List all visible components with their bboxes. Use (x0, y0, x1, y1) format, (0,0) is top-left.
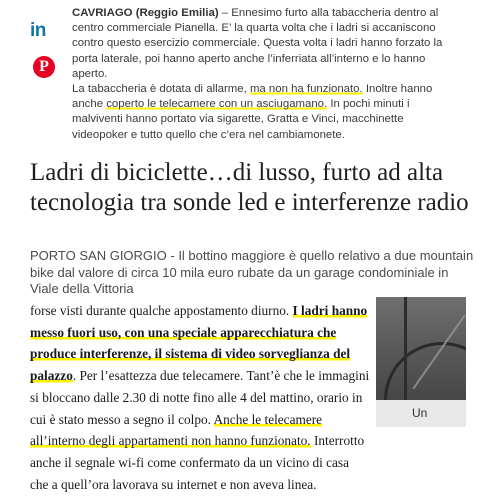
photo-caption: Un (412, 406, 428, 420)
linkedin-icon[interactable]: in (30, 20, 46, 41)
highlight-interference: I ladri hanno messo fuori uso, con una speciale apparecchiatura che produce interferenze, il sistema di video sorveglianza del palazzo (30, 303, 368, 384)
article-location: CAVRIAGO (Reggio Emilia) (72, 7, 219, 19)
highlight-alarm: ma non ha funzionato. (249, 83, 363, 96)
highlight-apartment-cameras: Anche le telecamere all’interno degli appartamenti non hanno funzionato. (30, 411, 323, 449)
bicycle-frame-graphic (404, 297, 407, 417)
article-headline[interactable]: Ladri di biciclette…di lusso, furto ad alta tecnologia tra sonde led e interferenze radio (30, 159, 469, 216)
article-cavriago-para2: La tabaccheria è dotata di allarme, ma non ha funzionato. Inoltre hanno anche coperto le telecamere con un asciugamano. In pochi minuti i malviventi hanno portato via sigarette, Gratta e Vinci, macchinette videopoker e tutto quello che c’era nel cambiamonete. (72, 83, 433, 141)
highlight-cameras: coperto le telecamere con un asciugamano. (106, 98, 328, 111)
article-summary: PORTO SAN GIORGIO - Il bottino maggiore è quello relativo a due mountain bike dal valore di circa 10 mila euro rubate da un garage condominiale in Viale della Vittoria (30, 248, 474, 296)
article-body: forse visti durante qualche appostamento diurno. I ladri hanno messo fuori uso, con una speciale apparecchiatura che produce interferenze, il sistema di video sorveglianza del palazzo. Per l’esattezza due telecamere. Tant’è che le immagini si bloccano dalle 2.30 di notte fino alle 4 del mattino, orario in cui è stato messo a segno il colpo. Anche le telecamere all’interno degli appartamenti non hanno funzionato. Interrotto anche il segnale wi-fi come confermato da un vicino di casa che a quell’ora lavorava su internet e non aveva linea. (30, 303, 370, 492)
article-cavriago (72, 6, 452, 143)
article-cavriago-para1: CAVRIAGO (Reggio Emilia) – Ennesimo furto alla tabaccheria dentro al centro commerciale Pianella. E’ la quarta volta che i ladri si accaniscono contro questo esercizio commerciale. Questa volta i ladri hanno forzato la porta laterale, poi hanno aperto anche l’inferriata all’interno e lo hanno aperto. (72, 7, 443, 80)
pinterest-icon[interactable]: P (33, 56, 55, 78)
